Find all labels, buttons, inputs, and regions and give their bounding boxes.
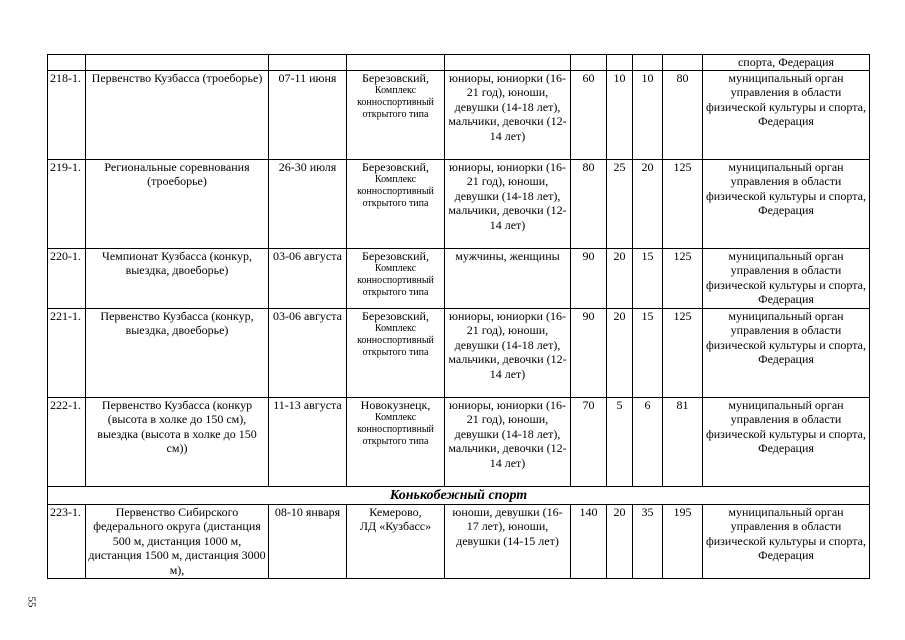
event-name: Первенство Сибирского федерального округа (дистанция 500 м, дистанция 1000 м, дистанция 1500 м, дистанция 3000 м),	[86, 504, 269, 578]
total-cell: 195	[663, 504, 703, 578]
event-name: Региональные соревнования (троеборье)	[86, 159, 269, 248]
event-name: Первенство Кузбасса (конкур, выездка, двоеборье)	[86, 308, 269, 397]
venue-city: Березовский,	[362, 308, 429, 323]
table-row	[48, 308, 870, 397]
venue-city: Березовский,	[362, 159, 429, 174]
total-cell: 125	[663, 159, 703, 248]
count-cell: 5	[607, 397, 633, 486]
venue-detail: Комплекс конноспортивный открытого типа	[357, 412, 434, 447]
event-venue	[347, 159, 445, 248]
organizer-cell: муниципальный орган управления в области физической культуры и спорта, Федерация	[703, 504, 870, 578]
count-cell: 15	[633, 248, 663, 308]
count-cell: 60	[571, 70, 607, 159]
count-cell: 35	[633, 504, 663, 578]
count-cell: 70	[571, 397, 607, 486]
venue-city: Кемерово,	[369, 504, 422, 519]
venue-city: Березовский,	[362, 248, 429, 263]
table-row	[48, 504, 870, 578]
event-venue	[347, 308, 445, 397]
event-venue	[347, 70, 445, 159]
event-name: Первенство Кузбасса (троеборье)	[86, 70, 269, 159]
event-dates: 26-30 июля	[269, 159, 347, 248]
row-number: 223-1.	[48, 504, 86, 578]
table-row	[48, 248, 870, 308]
venue-detail: ЛД «Кузбасс»	[359, 519, 432, 533]
event-participants: юниоры, юниорки (16-21 год), юноши, девушки (14-18 лет), мальчики, девочки (12-14 лет)	[445, 70, 571, 159]
event-venue	[347, 504, 445, 578]
table-row	[48, 70, 870, 159]
venue-detail: Комплекс конноспортивный открытого типа	[357, 323, 434, 358]
page-number: 55	[25, 596, 38, 608]
row-number: 221-1.	[48, 308, 86, 397]
event-dates: 07-11 июня	[269, 70, 347, 159]
event-participants: юноши, девушки (16-17 лет), юноши, девушки (14-15 лет)	[445, 504, 571, 578]
row-number: 219-1.	[48, 159, 86, 248]
event-participants: юниоры, юниорки (16-21 год), юноши, девушки (14-18 лет), мальчики, девочки (12-14 лет)	[445, 308, 571, 397]
count-cell: 20	[633, 159, 663, 248]
count-cell: 15	[633, 308, 663, 397]
venue-city: Березовский,	[362, 70, 429, 85]
event-venue	[347, 397, 445, 486]
section-header-row	[48, 486, 870, 504]
total-cell: 125	[663, 308, 703, 397]
organizer-cell: муниципальный орган управления в области физической культуры и спорта, Федерация	[703, 248, 870, 308]
row-number: 220-1.	[48, 248, 86, 308]
count-cell: 6	[633, 397, 663, 486]
count-cell: 80	[571, 159, 607, 248]
venue-city: Новокузнецк,	[360, 397, 431, 412]
event-dates: 03-06 августа	[269, 248, 347, 308]
event-participants: мужчины, женщины	[445, 248, 571, 308]
table-row	[48, 55, 870, 71]
count-cell: 10	[633, 70, 663, 159]
total-cell: 80	[663, 70, 703, 159]
row-number: 222-1.	[48, 397, 86, 486]
event-dates: 03-06 августа	[269, 308, 347, 397]
row-number: 218-1.	[48, 70, 86, 159]
section-title: Конькобежный спорт	[48, 486, 870, 504]
count-cell: 10	[607, 70, 633, 159]
event-dates: 08-10 января	[269, 504, 347, 578]
count-cell: 25	[607, 159, 633, 248]
count-cell: 140	[571, 504, 607, 578]
event-participants: юниоры, юниорки (16-21 год), юноши, девушки (14-18 лет), мальчики, девочки (12-14 лет)	[445, 159, 571, 248]
total-cell: 81	[663, 397, 703, 486]
organizer-cell: муниципальный орган управления в области физической культуры и спорта, Федерация	[703, 397, 870, 486]
venue-detail: Комплекс конноспортивный открытого типа	[357, 174, 434, 209]
organizer-cell: муниципальный орган управления в области физической культуры и спорта, Федерация	[703, 308, 870, 397]
organizer-cell: муниципальный орган управления в области физической культуры и спорта, Федерация	[703, 70, 870, 159]
organizer-cell: муниципальный орган управления в области физической культуры и спорта, Федерация	[703, 159, 870, 248]
venue-detail: Комплекс конноспортивный открытого типа	[357, 263, 434, 298]
table-row	[48, 397, 870, 486]
count-cell: 20	[607, 248, 633, 308]
event-name: Чемпионат Кузбасса (конкур, выездка, двоеборье)	[86, 248, 269, 308]
table-row	[48, 159, 870, 248]
total-cell: 125	[663, 248, 703, 308]
schedule-table	[47, 54, 870, 579]
event-participants: юниоры, юниорки (16-21 год), юноши, девушки (14-18 лет), мальчики, девочки (12-14 лет)	[445, 397, 571, 486]
organizer-cell: спорта, Федерация	[703, 55, 870, 71]
count-cell: 20	[607, 504, 633, 578]
count-cell: 20	[607, 308, 633, 397]
event-name: Первенство Кузбасса (конкур (высота в холке до 150 см), выездка (высота в холке до 150 см))	[86, 397, 269, 486]
count-cell: 90	[571, 308, 607, 397]
event-venue	[347, 248, 445, 308]
count-cell: 90	[571, 248, 607, 308]
event-dates: 11-13 августа	[269, 397, 347, 486]
venue-detail: Комплекс конноспортивный открытого типа	[357, 85, 434, 120]
